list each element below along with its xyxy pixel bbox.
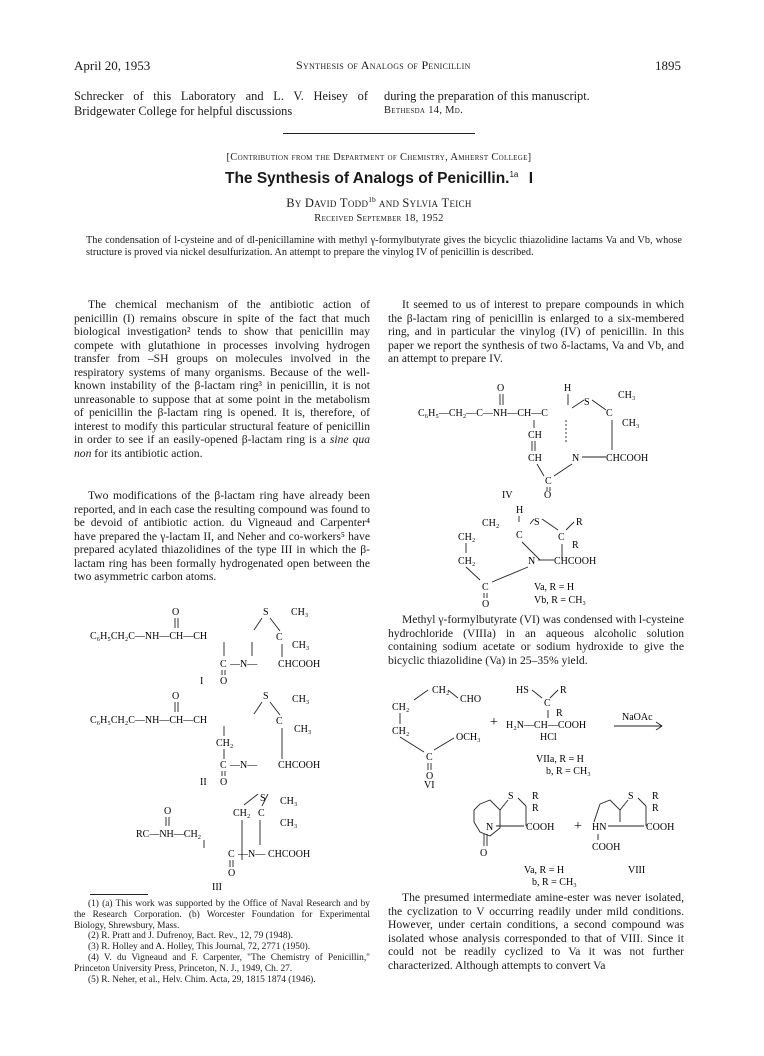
struct-VII-r2: R <box>556 708 563 719</box>
struct-II-sulfur: S <box>263 691 269 702</box>
ack-place: Bethesda 14, Md. <box>384 104 464 116</box>
byline-prefix: By <box>286 196 302 211</box>
left-para1-text: The chemical mechanism of the antibiotic action of penicillin (I) remains obscure in spite of the fact that much biological investigation² tends to show that penicillin may compete with glutathione in processes involving hydrogen transfer from –SH groups on molecules involved in the respiratory systems of many organisms. Because of the well-known instability of the β-lactam ring³ in penicillin, it is not unreasonable to suppose that at some point in the metabolism of penicillin the β-lactam ring is opened. It is, therefore, of interest to modify this particular structural feature of penicillin in order to see if an easily-opened β-lactam ring is a <box>74 298 370 446</box>
struct-II-carboxyl: CHCOOH <box>278 760 321 771</box>
title-numeral: I <box>528 170 534 188</box>
footnotes <box>74 899 370 985</box>
title-text: The Synthesis of Analogs of Penicillin. <box>224 170 510 188</box>
product-va-sulfur: S <box>508 791 514 802</box>
product-viii-sulfur: S <box>628 791 634 802</box>
struct-VI-aldehyde: CHO <box>460 694 482 705</box>
struct-V-r1: R <box>576 517 583 528</box>
struct-II-oxygen-2: O <box>220 777 228 786</box>
product-vb-label: b, R = CH₃ <box>532 877 577 888</box>
footnote-2: (2) R. Pratt and J. Dufrenoy, Bact. Rev., 12, 79 (1948). <box>88 931 293 942</box>
struct-V-nitrogen: N <box>528 556 536 567</box>
struct-V-carbon-2: C <box>558 532 565 543</box>
struct-II-chain: C₆H₅CH₂C—NH—CH—CH <box>90 715 208 726</box>
struct-V-va-label: Va, R = H <box>534 582 575 593</box>
struct-I-methyl-a: CH₃ <box>291 607 309 618</box>
struct-VII-b-label: b, R = CH₃ <box>546 766 591 777</box>
structure-II <box>84 688 374 786</box>
product-viii-label: VIII <box>628 865 646 876</box>
right-paragraph-3: The presumed intermediate amine-ester was never isolated, the cyclization to V occurring readily under mild conditions. However, under certain conditions, a second compound was isolated whose analysis corresponded to that of VIII. Since it could not be readily cyclized to Va it was not further characterized. Although attempts to convert Va <box>388 891 684 972</box>
product-va-r2: R <box>532 803 539 814</box>
struct-VI-methylene-b: CH₂ <box>392 702 410 713</box>
struct-II-methyl-a: CH₃ <box>292 694 310 705</box>
title-footnote-mark: 1a <box>509 170 519 179</box>
struct-III-carbon: C <box>258 808 265 819</box>
product-va-nitrogen: N <box>486 822 494 833</box>
struct-V-carbon-1: C <box>516 530 523 541</box>
struct-III-carbonyl-carbon: C <box>228 849 235 860</box>
struct-VII-carbon: C <box>544 698 551 709</box>
left-para1-end: for its antibiotic action. <box>94 446 203 460</box>
struct-IV-label: IV <box>502 490 513 500</box>
product-plus: + <box>574 819 582 834</box>
struct-VII-amine: H₂N—CH—COOH <box>506 720 587 731</box>
struct-VI-oxygen: O <box>426 771 434 782</box>
struct-IV-carboxyl: CHCOOH <box>606 453 649 464</box>
struct-IV-sulfur: S <box>584 397 590 408</box>
struct-VI-label: VI <box>424 780 435 790</box>
struct-V-methylene-c: CH₂ <box>458 556 476 567</box>
footnote-rule <box>90 894 148 895</box>
struct-I-carboxyl: CHCOOH <box>278 659 321 670</box>
product-va-label: Va, R = H <box>524 865 565 876</box>
struct-V-vb-label: Vb, R = CH₃ <box>534 595 586 606</box>
abstract: The condensation of l-cysteine and of dl-penicillamine with methyl γ-formylbutyrate gives the bicyclic thiazolidine lactams Va and Vb, whose structure is proved via nickel desulfurization. An attempt to prepare the vinylog IV of penicillin is described. <box>86 235 682 258</box>
struct-IV-methyl-b: CH₃ <box>622 418 640 429</box>
footnote-3: (3) R. Holley and A. Holley, This Journal, 72, 2771 (1950). <box>88 942 311 953</box>
struct-IV-methyl-a: CH₃ <box>618 390 636 401</box>
struct-IV-carbonyl-carbon: C <box>545 476 552 487</box>
struct-III-oxygen: O <box>164 806 172 817</box>
struct-I-carbonyl-carbon: C <box>220 659 227 670</box>
struct-IV-oxygen: O <box>497 383 505 394</box>
struct-IV-chain: C₆H₅—CH₂—C—NH—CH—C <box>418 408 548 419</box>
previous-article-ack-end <box>384 89 684 118</box>
struct-V-hydrogen: H <box>516 505 524 516</box>
struct-V-r2: R <box>572 540 579 551</box>
byline <box>74 195 684 211</box>
article-title <box>74 170 684 188</box>
author-1-footnote: 1b <box>368 195 376 204</box>
struct-VI-carbonyl-carbon: C <box>426 752 433 763</box>
structure-III <box>84 790 374 892</box>
product-va-r1: R <box>532 791 539 802</box>
struct-II-carbonyl-carbon: C <box>220 760 227 771</box>
struct-III-methyl-b: CH₃ <box>280 818 298 829</box>
struct-III-methylene: CH₂ <box>233 808 251 819</box>
struct-I-carbon: C <box>276 632 283 643</box>
running-title: Synthesis of Analogs of Penicillin <box>296 58 471 72</box>
section-divider <box>283 133 475 134</box>
struct-IV-vinyl-ch-2: CH <box>528 453 542 464</box>
byline-and: and <box>378 196 400 211</box>
ack-end-text: during the preparation of this manuscript. <box>384 89 590 103</box>
struct-II-nitrogen: —N— <box>230 760 258 771</box>
structure-I <box>84 604 374 686</box>
struct-V-carboxyl: CHCOOH <box>554 556 597 567</box>
received-date: Received September 18, 1952 <box>314 213 444 224</box>
struct-V-sulfur: S <box>534 517 540 528</box>
struct-I-methyl-b: CH₃ <box>292 640 310 651</box>
struct-VII-plus: + <box>490 715 498 730</box>
struct-I-oxygen-2: O <box>220 676 228 686</box>
struct-III-oxygen-2: O <box>228 868 236 879</box>
struct-IV-carbon: C <box>606 408 613 419</box>
struct-III-carboxyl: CHCOOH <box>268 849 311 860</box>
page-number: 1895 <box>655 58 681 73</box>
product-viii-nh: HN <box>592 822 607 833</box>
struct-IV-oxygen-2: O <box>544 490 552 500</box>
struct-II-oxygen: O <box>172 691 180 702</box>
struct-VI-methylene-a: CH₂ <box>432 685 450 696</box>
reaction-reagent: NaOAc <box>622 712 653 723</box>
footnote-1: (1) (a) This work was supported by the Office of Naval Research and by the Research Corporation. (b) Worcester Foundation for Experimental Biology, Shrewsbury, Mass. <box>74 899 370 931</box>
author-1: David Todd <box>304 196 369 211</box>
struct-IV-hydrogen: H <box>564 383 572 394</box>
struct-II-label: II <box>200 777 207 786</box>
previous-article-ack: Schrecker of this Laboratory and L. V. Heisey of Bridgewater College for helpful discussions <box>74 89 368 118</box>
struct-I-nitrogen: —N— <box>230 659 258 670</box>
struct-VI-methylene-c: CH₂ <box>392 726 410 737</box>
header-date: April 20, 1953 <box>74 58 151 73</box>
struct-V-carbonyl-carbon: C <box>482 582 489 593</box>
product-viii-r3: R <box>652 791 659 802</box>
footnote-5: (5) R. Neher, et al., Helv. Chim. Acta, 29, 1815 1874 (1946). <box>88 974 316 985</box>
struct-I-oxygen: O <box>172 607 180 618</box>
struct-VII-hcl: HCl <box>540 732 557 743</box>
product-va-carboxyl: COOH <box>526 822 555 833</box>
struct-V-methylene-a: CH₂ <box>482 518 500 529</box>
product-viii-carboxyl-a: COOH <box>646 822 675 833</box>
footnote-4: (4) V. du Vigneaud and F. Carpenter, "The Chemistry of Penicillin," Princeton University Press, Princeton, N. J., 1949, Ch. 27. <box>74 952 370 974</box>
right-paragraph-1: It seemed to us of interest to prepare compounds in which the β-lactam ring of penicillin is enlarged to a six-membered ring, and in particular the vinylog (IV) of penicillin. In this paper we report the synthesis of two δ-lactams, Va and Vb, and an attempt to prepare IV. <box>388 298 684 365</box>
left-paragraph-2: Two modifications of the β-lactam ring have already been reported, and in each case the resulting compound was found to be devoid of antibiotic action. du Vigneaud and Carpenter⁴ have prepared the γ-lactam II, and Neher and co-workers⁵ have prepared acylated thiazolidines of the type III in which the β-lactam ring has been formally hydrogenated open between the two asymmetric carbon atoms. <box>74 489 370 583</box>
struct-I-chain: C₆H₅CH₂C—NH—CH—CH <box>90 631 208 642</box>
struct-III-label: III <box>212 882 222 892</box>
struct-I-sulfur: S <box>263 607 269 618</box>
struct-IV-nitrogen: N <box>572 453 580 464</box>
struct-VII-a-label: VIIa, R = H <box>536 754 584 765</box>
struct-III-nitrogen: —N— <box>238 849 266 860</box>
left-para1-italic: sine qua non <box>74 433 370 460</box>
contribution-line: [Contribution from the Department of Chemistry, Amherst College] <box>226 152 532 163</box>
struct-VII-r1: R <box>560 685 567 696</box>
struct-V-methylene-b: CH₂ <box>458 532 476 543</box>
structure-V <box>440 502 660 608</box>
struct-II-methylene: CH₂ <box>216 738 234 749</box>
struct-III-chain: RC—NH—CH₂ <box>136 829 202 840</box>
structure-VI-VII-reaction <box>388 682 688 790</box>
struct-VI-methoxy: OCH₃ <box>456 732 481 743</box>
product-va-oxygen: O <box>480 848 488 859</box>
struct-II-carbon: C <box>276 716 283 727</box>
structure-products <box>440 788 700 892</box>
struct-III-methyl-a: CH₃ <box>280 796 298 807</box>
struct-IV-vinyl-ch-1: CH <box>528 430 542 441</box>
product-viii-carboxyl-b: COOH <box>592 842 621 853</box>
struct-II-methyl-b: CH₃ <box>294 724 312 735</box>
struct-III-sulfur: S <box>260 793 266 804</box>
struct-I-label: I <box>200 676 204 686</box>
left-paragraph-1 <box>74 298 370 460</box>
right-paragraph-2: Methyl γ-formylbutyrate (VI) was condensed with l-cysteine hydrochloride (VIIIa) in an aqueous alcoholic solution containing sodium acetate or sodium hydroxide to give the bicyclic thiazolidine (Va) in 25–35% yield. <box>388 613 685 667</box>
struct-VII-thiol: HS <box>516 685 529 696</box>
product-viii-r4: R <box>652 803 659 814</box>
structure-IV <box>392 380 684 500</box>
struct-V-oxygen: O <box>482 599 490 608</box>
author-2: Sylvia Teich <box>402 196 472 211</box>
